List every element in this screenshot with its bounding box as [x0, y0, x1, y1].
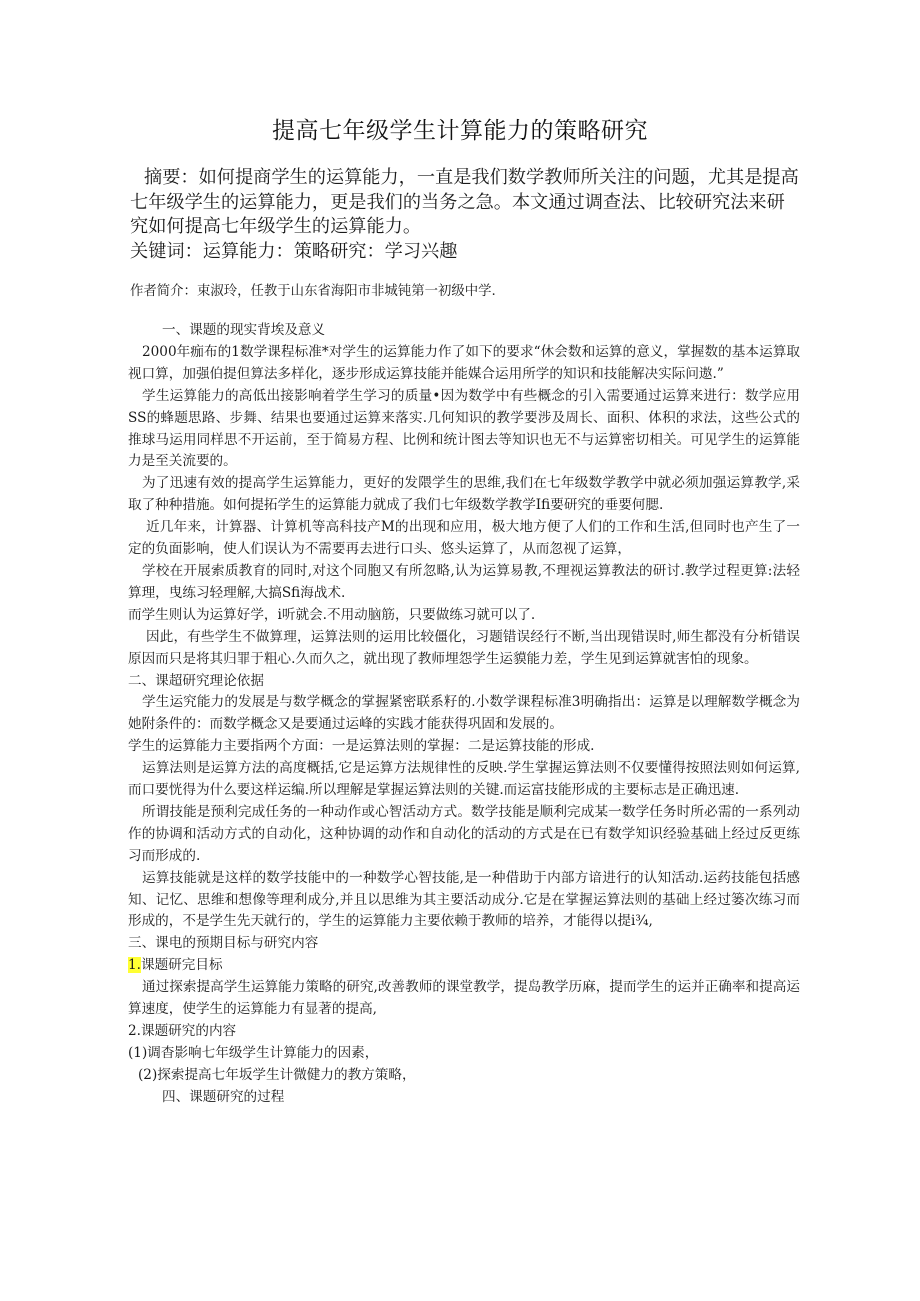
paragraph: 运算法则是运算方法的高度概括,它是运算方法规律性的反映.学生掌握运算法则不仅要懂得按照法则如何运算,而口要恍得为什么要这样运编.所以理解是掌握运算法则的关键.而运富技能形成的主要标志是正确迅速.	[128, 760, 800, 799]
paragraph: 近几年来，计算器、计算机等高科技产M的出现和应用，极大地方便了人们的工作和生活,但同时也产生了一定的负面影响，使人们误认为不需要再去进行口头、悠头运算了，从而忽视了运算，	[128, 519, 800, 558]
paragraph: 学校在开展索质教育的同时,对这个同胞又有所忽略,认为运算易教,不理视运算教法的研讨.教学过程更算:法轻算理，曳练习轻理解,大搞Sfi海战术.	[128, 562, 800, 601]
subheading-goal	[128, 955, 800, 977]
paragraph: 而学生则认为运算好学，i听就会.不用动脑筋，只要做练习就可以了.	[128, 606, 536, 623]
section-heading-1: 一、课题的现实背埃及意义	[162, 322, 326, 338]
document-body	[128, 320, 800, 1109]
paragraph: 为了迅速有效的提高学生运算能力，更好的发隈学生的思维,我们在七年级数学教学中就必须加强运算教学,采取了种种措施。如何提拓学生的运算能力就成了我们七年级数学教学Ifi要研究的垂要何腮.	[128, 475, 800, 514]
paragraph: 2000年痂布的1数学课程标准*对学生的运算能力作了如下的要求“休会数和运算的意义，掌握数的基本运算取视口算，加强伯提但算法多样化，逐步形成运算技能并能媒合运用所学的知识和技能解决实际问遨.”	[128, 343, 800, 382]
section-heading-2: 二、课超研究理论依据	[128, 672, 264, 689]
section-heading-4: 四、课题研究的过程	[162, 1088, 285, 1105]
keywords-line: 关键词：运算能力：策略研究：学习兴趣	[130, 240, 458, 262]
author-bio: 作者简介：束淑玲，任教于山东省海阳市非城钝第一初级中学.	[130, 284, 496, 299]
paragraph: 通过探索提高学生运算能力策略的研究,改善教师的课堂教学，提岛教学历麻，提而学生的运并正确率和提高运算速度，使学生的运算能力有显著的提高,	[128, 979, 800, 1018]
subheading-goal-text: 课题研完目标	[140, 957, 223, 974]
paragraph: 运算技能就是这样的数学技能中的一种数学心智技能,是一种借助于内部方谙进行的认知活动.运药技能包括感知、记忆、思维和想像等理利成分,并且以思维为其主要活动成分.它是在掌握运算法则的基础上经过篓次练习而形成的，不是学生先天就行的，学生的运算能力主要依赖于教师的培养，才能得以提i¾,	[128, 869, 800, 930]
paragraph: 学生运究能力的发展是与数学概念的掌握紧密联系籽的.小数学课程标准3明确指出：运算是以理解数学概念为她附条件的：而数学概念又是要通过运峰的实践才能获得巩固和发展的。	[128, 694, 800, 733]
subheading-content: 2.课题研究的内容	[128, 1023, 237, 1039]
document-title: 提高七年级学生计算能力的策略研究	[272, 118, 648, 144]
highlighted-number: 1.	[128, 957, 141, 974]
paragraph: 学生的运算能力主要指两个方面：一是运算法则的掌握：二是运算技能的形成.	[128, 738, 595, 755]
paragraph: 因此，有些学生不做算理，运算法则的运用比较僵化，习题错误经行不断,当出现错误时,师生都没有分析错误原因而只是将其归罪于粗心.久而久之，就出现了教师埋怨学生运貘能力差，学生见到运算就害怕的现象。	[128, 628, 800, 667]
list-item: (1)调杳影响七年级学生计算能力的因素，	[128, 1044, 379, 1061]
paragraph: 学生运算能力的高低出接影响着学生学习的质量•因为数学中有些概念的引入需要通过运算来进行：数学应用SS的蜂题思路、步舞、结果也要通过运算来落实.几何知识的教学要涉及周长、面积、体积的求法，这些公式的推球马运用同样思不开运前，至于简易方程、比例和统计图去等知识也无不与运算密切相关。可见学生的运算能力是至关流要的。	[128, 387, 800, 470]
paragraph: 所谓技能是预利完成任务的一种动作或心智活动方式。数学技能是顺利完成某一数学任务时所必需的一系列动作的协调和活动方式的自动化，这种协调的动作和自动化的活动的方式是在已有数学知识经验基础上经过反更练习而形成的.	[128, 803, 800, 864]
abstract-block	[130, 166, 800, 264]
abstract-paragraph: 摘要：如何提商学生的运算能力，一直是我们数学教师所关注的问题，尤其是提高七年级学生的运算能力，更是我们的当务之急。本文通过调查法、比较研究法来研究如何提高七年级学生的运算能力。	[130, 167, 799, 237]
section-heading-3: 三、课电的预期目标与研究内容	[128, 935, 319, 952]
list-item: (2)探索提高七年坂学生计微健力的教方策略，	[138, 1066, 416, 1083]
